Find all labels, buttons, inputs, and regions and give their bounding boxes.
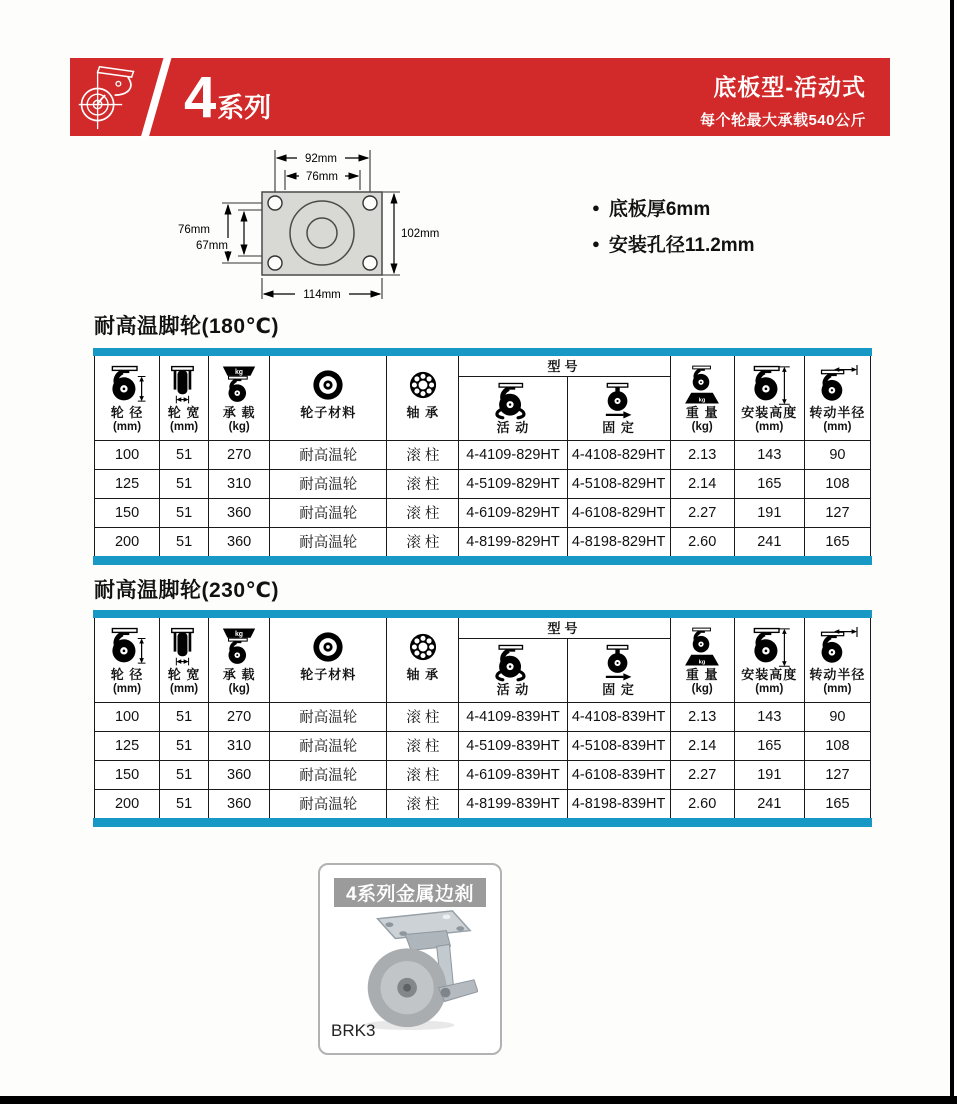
banner-right-block: [700, 69, 866, 130]
table-cell: 100: [95, 440, 160, 469]
table-cell: 51: [160, 498, 209, 527]
weight-icon: [676, 365, 728, 405]
col-wheel-material: 轮子材料: [270, 356, 387, 440]
swivel-caster-icon: [488, 644, 538, 682]
mount-height-icon: [742, 627, 796, 667]
spec-table-180c: [93, 348, 872, 565]
table-cell: 360: [209, 527, 270, 556]
col-model-swivel: 活 动: [459, 376, 567, 440]
table-cell: 4-8199-839HT: [459, 789, 567, 818]
table-cell: 165: [804, 789, 870, 818]
table-cell: 滚 柱: [387, 469, 459, 498]
table-cell: 200: [95, 527, 160, 556]
table-cell: 241: [734, 789, 804, 818]
table-cell: 51: [160, 440, 209, 469]
table-cell: 耐高温轮: [270, 469, 387, 498]
note-text: 底板厚6mm: [608, 199, 711, 220]
section-title-230c: 耐高温脚轮(230℃): [94, 579, 279, 602]
table-cell: 108: [804, 731, 870, 760]
col-wheel-diameter: 轮 径 (mm): [95, 618, 160, 702]
table-cell: 滚 柱: [387, 760, 459, 789]
table-cell: 200: [95, 789, 160, 818]
table-cell: 4-8198-839HT: [567, 789, 670, 818]
col-model-rigid: 固 定: [567, 376, 670, 440]
turning-radius-icon: [810, 627, 864, 667]
dim-top-inner: 76mm: [306, 171, 338, 183]
table-cell: 150: [95, 760, 160, 789]
table-cell: 310: [209, 731, 270, 760]
col-model-rigid: 固 定: [567, 638, 670, 702]
wheel-material-icon: [301, 365, 355, 405]
table-cell: 4-5109-839HT: [459, 731, 567, 760]
table-cell: 191: [734, 498, 804, 527]
plate-dimension-diagram: [88, 146, 518, 308]
col-bearing: 轴 承: [387, 618, 459, 702]
model-group-header: 型号: [459, 356, 670, 376]
col-bearing: 轴 承: [387, 356, 459, 440]
table-cell: 滚 柱: [387, 440, 459, 469]
col-model-swivel: 活 动: [459, 638, 567, 702]
table-cell: 310: [209, 469, 270, 498]
table-cell: 165: [734, 469, 804, 498]
table-cell: 4-5108-829HT: [567, 469, 670, 498]
table-row: [95, 731, 871, 760]
col-wheel-material: 轮子材料: [270, 618, 387, 702]
swivel-caster-icon: [488, 382, 538, 420]
table-cell: 127: [804, 760, 870, 789]
table-cell: 耐高温轮: [270, 702, 387, 731]
table-cell: 耐高温轮: [270, 789, 387, 818]
table-cell: 360: [209, 498, 270, 527]
series-title: [184, 65, 272, 130]
note-plate-thickness: [592, 194, 755, 221]
turning-radius-icon: [810, 365, 864, 405]
dim-left-outer: 76mm: [178, 224, 210, 236]
table-cell: 耐高温轮: [270, 498, 387, 527]
table-cell: 51: [160, 731, 209, 760]
wheel-width-icon: [161, 365, 207, 405]
table-cell: 耐高温轮: [270, 527, 387, 556]
bearing-icon: [397, 627, 449, 667]
bullet-icon: ●: [592, 236, 600, 251]
load-capacity-icon: [212, 627, 266, 667]
brake-model-label: BRK3: [331, 1021, 376, 1040]
table-cell: 4-6109-839HT: [459, 760, 567, 789]
page-bottom-border: [0, 1096, 957, 1104]
table-cell: 51: [160, 527, 209, 556]
table-cell: 51: [160, 702, 209, 731]
wheel-width-icon: [161, 627, 207, 667]
dim-top-outer: 92mm: [305, 153, 337, 165]
table-accent-bar-bottom: [93, 556, 872, 565]
col-wheel-width: 轮 宽 (mm): [160, 618, 209, 702]
table-row: [95, 440, 871, 469]
table-cell: 2.60: [670, 789, 734, 818]
table-cell: 270: [209, 440, 270, 469]
table-cell: 4-4109-839HT: [459, 702, 567, 731]
banner-title: 底板型-活动式: [713, 74, 866, 100]
col-mount-height: 安装高度 (mm): [734, 356, 804, 440]
table-cell: 360: [209, 789, 270, 818]
table-cell: 4-4108-829HT: [567, 440, 670, 469]
table-cell: 滚 柱: [387, 789, 459, 818]
col-turning-radius: 转动半径 (mm): [804, 356, 870, 440]
table-cell: 90: [804, 440, 870, 469]
caster-diameter-icon: [101, 627, 153, 667]
table-cell: 2.13: [670, 440, 734, 469]
table-cell: 4-5108-839HT: [567, 731, 670, 760]
table-row: [95, 702, 871, 731]
table-cell: 165: [734, 731, 804, 760]
table-cell: 241: [734, 527, 804, 556]
table-cell: 2.27: [670, 760, 734, 789]
header-banner: [70, 58, 890, 136]
table-cell: 4-6108-829HT: [567, 498, 670, 527]
bullet-icon: ●: [592, 200, 600, 215]
dim-right-height: 102mm: [401, 228, 440, 240]
table-cell: 滚 柱: [387, 731, 459, 760]
table-row: [95, 760, 871, 789]
wheel-material-icon: [301, 627, 355, 667]
notes-block: [592, 194, 755, 266]
mount-hole: [363, 196, 377, 210]
table-row: [95, 789, 871, 818]
table-accent-bar-top: [93, 610, 872, 618]
table-cell: 4-6108-839HT: [567, 760, 670, 789]
table-cell: 360: [209, 760, 270, 789]
table-cell: 4-8199-829HT: [459, 527, 567, 556]
table-cell: 4-8198-829HT: [567, 527, 670, 556]
table-cell: 127: [804, 498, 870, 527]
caster-diameter-icon: [101, 365, 153, 405]
table-cell: 150: [95, 498, 160, 527]
note-text: 安装孔径11.2mm: [608, 235, 755, 256]
section-title-180c: 耐高温脚轮(180℃): [94, 315, 279, 338]
col-mount-height: 安装高度 (mm): [734, 618, 804, 702]
table-row: [95, 527, 871, 556]
table-cell: 90: [804, 702, 870, 731]
table-row: [95, 498, 871, 527]
table-cell: 4-4109-829HT: [459, 440, 567, 469]
table-cell: 51: [160, 469, 209, 498]
brake-caster-photo: [350, 905, 478, 1033]
table-cell: 125: [95, 731, 160, 760]
note-hole-diameter: [592, 230, 755, 257]
col-load-capacity: 承 载 (kg): [209, 356, 270, 440]
table-cell: 191: [734, 760, 804, 789]
spec-table-230c: [93, 610, 872, 827]
table-row: [95, 469, 871, 498]
brake-option-card: [318, 863, 502, 1055]
table-cell: 270: [209, 702, 270, 731]
col-weight: 重 量 (kg): [670, 618, 734, 702]
table-cell: 108: [804, 469, 870, 498]
bearing-icon: [397, 365, 449, 405]
table-cell: 滚 柱: [387, 702, 459, 731]
col-load-capacity: 承 载 (kg): [209, 618, 270, 702]
table-cell: 滚 柱: [387, 527, 459, 556]
table-cell: 2.27: [670, 498, 734, 527]
table-cell: 4-4108-839HT: [567, 702, 670, 731]
table-cell: 100: [95, 702, 160, 731]
table-cell: 2.14: [670, 731, 734, 760]
table-cell: 2.60: [670, 527, 734, 556]
model-group-header: 型号: [459, 618, 670, 638]
col-wheel-width: 轮 宽 (mm): [160, 356, 209, 440]
col-turning-radius: 转动半径 (mm): [804, 618, 870, 702]
series-number: 4: [184, 65, 218, 130]
col-wheel-diameter: 轮 径 (mm): [95, 356, 160, 440]
table-cell: 4-5109-829HT: [459, 469, 567, 498]
series-label: 系列: [217, 93, 272, 123]
banner-subtitle: 每个轮最大承载540公斤: [699, 112, 866, 129]
table-cell: 4-6109-829HT: [459, 498, 567, 527]
rigid-caster-icon: [594, 644, 644, 682]
weight-icon: [676, 627, 728, 667]
table-cell: 143: [734, 440, 804, 469]
table-cell: 2.14: [670, 469, 734, 498]
table-cell: 耐高温轮: [270, 440, 387, 469]
load-capacity-icon: [212, 365, 266, 405]
table-cell: 滚 柱: [387, 498, 459, 527]
table-accent-bar-bottom: [93, 818, 872, 827]
table-cell: 165: [804, 527, 870, 556]
col-weight: 重 量 (kg): [670, 356, 734, 440]
page-right-border: [950, 0, 954, 1104]
mount-height-icon: [742, 365, 796, 405]
table-accent-bar-top: [93, 348, 872, 356]
table-cell: 125: [95, 469, 160, 498]
rigid-caster-icon: [594, 382, 644, 420]
table-cell: 143: [734, 702, 804, 731]
mount-hole: [363, 256, 377, 270]
table-cell: 耐高温轮: [270, 731, 387, 760]
table-cell: 2.13: [670, 702, 734, 731]
dim-bottom-width: 114mm: [303, 289, 341, 301]
mount-hole: [268, 196, 282, 210]
table-cell: 耐高温轮: [270, 760, 387, 789]
mount-hole: [268, 256, 282, 270]
dim-left-inner: 67mm: [196, 240, 228, 252]
table-cell: 51: [160, 760, 209, 789]
caster-line-art-icon: [70, 58, 146, 136]
brake-card-title: 4系列金属边刹: [334, 878, 486, 907]
table-cell: 51: [160, 789, 209, 818]
